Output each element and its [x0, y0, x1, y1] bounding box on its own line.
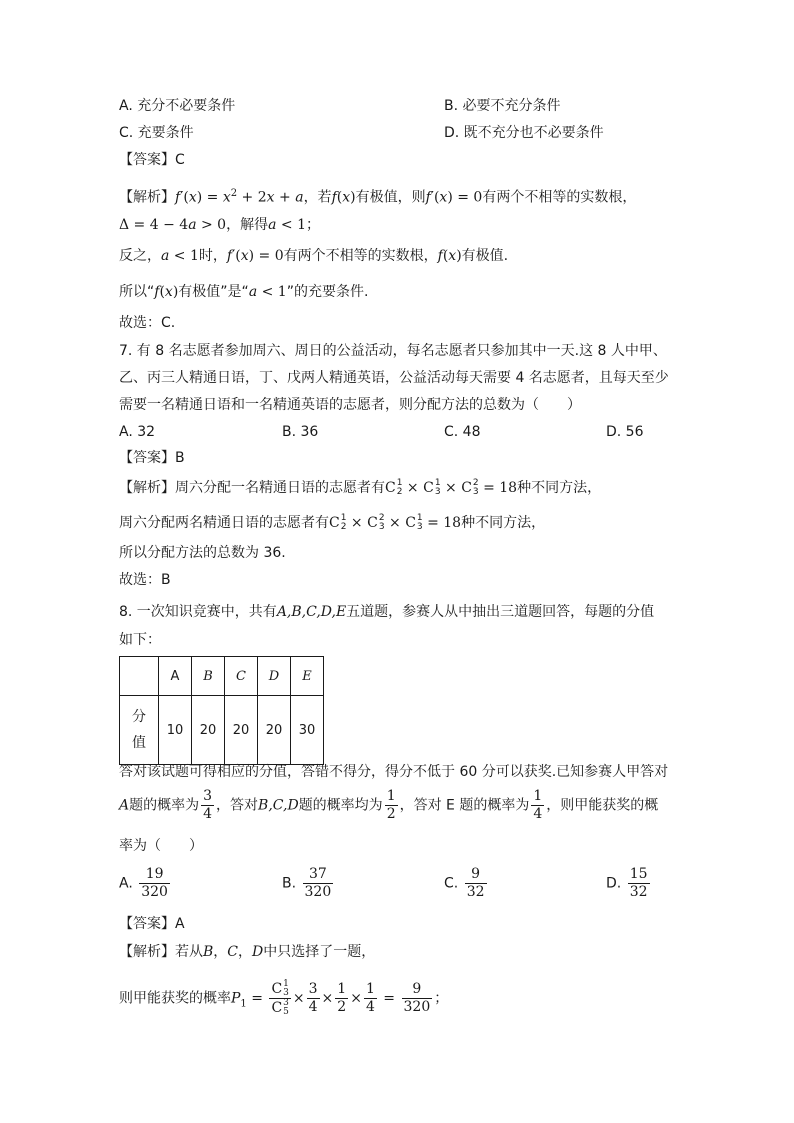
q6-conclusion: 故选：C. [119, 315, 176, 331]
table-cell: 20 [225, 696, 258, 765]
q8-analysis-line-1: 【解析】若从B，C，D中只选择了一题， [119, 944, 376, 960]
q8-answer: 【答案】A [119, 916, 185, 932]
fraction: $\frac{1}{4}$ [533, 788, 543, 822]
q6-option-b: B. 必要不充分条件 [444, 98, 561, 114]
q6-option-c: C. 充要条件 [119, 125, 194, 141]
fraction: $\frac{1}{4}$ [365, 981, 375, 1015]
table-cell: 10 [159, 696, 192, 765]
q8-stem-line-1: 8. 一次知识竞赛中，共有A,B,C,D,E五道题，参赛人从中抽出三道题回答，每题的分值 [119, 604, 655, 620]
q7-stem-line-3: 需要一名精通日语和一名精通英语的志愿者，则分配方法的总数为（ ） [119, 397, 581, 413]
fraction: $\frac{3}{4}$ [308, 981, 318, 1015]
fraction: $\frac{19}{320}$ [141, 866, 168, 900]
q6-option-d: D. 既不充分也不必要条件 [444, 125, 604, 141]
q8-analysis-line-2: 则甲能获奖的概率$P_1$ = C 1 3 C 3 5 × $\frac{3}{4}$ × $\frac{1}{2}$ × $\frac{1}{4}$ = $\frac{9}{320}$ ； [119, 979, 449, 1017]
table-header-row [120, 657, 324, 696]
q7-option-a: A. 32 [119, 424, 156, 440]
fraction: $\frac{15}{32}$ [629, 866, 648, 900]
fraction: $\frac{37}{320}$ [304, 866, 332, 900]
fraction: $\frac{9}{32}$ [466, 866, 485, 900]
q8-option-c: C. $\frac{9}{32}$ [444, 866, 485, 900]
table-cell: 20 [192, 696, 225, 765]
q6-answer: 【答案】C [119, 152, 185, 168]
q7-analysis-line-2: 周六分配两名精通日语的志愿者有C 1 2 × C 2 3 × C 1 3 = 18种不同方法， [119, 513, 546, 532]
q8-option-d: D. $\frac{15}{32}$ [606, 866, 648, 900]
table-cell: 30 [291, 696, 324, 765]
q8-after-line-2: A题的概率为 $\frac{3}{4}$ ，答对B,C,D题的概率均为 $\frac{1}{2}$ ，答对 E 题的概率为 $\frac{1}{4}$ ，则甲能获奖的概 [119, 788, 659, 822]
q7-answer: 【答案】B [119, 450, 185, 466]
q7-stem-line-1: 7. 有 8 名志愿者参加周六、周日的公益活动，每名志愿者只参加其中一天.这 8 人中甲、 [119, 343, 667, 359]
score-table [119, 656, 324, 765]
q7-analysis-line-1: 【解析】周六分配一名精通日语的志愿者有C 1 2 × C 1 3 × C 2 3 = 18种不同方法， [119, 478, 602, 497]
analysis-label: 【解析】 [119, 944, 175, 960]
fraction: $\frac{3}{4}$ [203, 788, 213, 822]
q8-after-line-1: 答对该试题可得相应的分值，答错不得分，得分不低于 60 分可以获奖.已知参赛人甲答对 [119, 764, 669, 780]
table-header-cell: D [258, 657, 291, 696]
q7-option-b: B. 36 [282, 424, 319, 440]
analysis-label: 【解析】 [119, 480, 175, 496]
analysis-label: 【解析】 [119, 189, 175, 206]
q8-stem-line-2: 如下： [119, 632, 161, 648]
q8-after-line-3: 率为（ ） [119, 838, 203, 854]
table-header-cell: A [159, 657, 192, 696]
q7-analysis-line-3: 所以分配方法的总数为 36. [119, 545, 286, 561]
table-row [120, 696, 324, 765]
table-header-cell [120, 657, 159, 696]
q7-option-d: D. 56 [606, 424, 644, 440]
q6-option-a: A. 充分不必要条件 [119, 98, 236, 114]
table-header-cell: C [225, 657, 258, 696]
q6-analysis-line-3: 反之，a < 1时，f′(x) = 0有两个不相等的实数根，f(x)有极值. [119, 248, 509, 264]
q8-option-a: A. $\frac{19}{320}$ [119, 866, 168, 900]
q7-option-c: C. 48 [444, 424, 481, 440]
q6-analysis-line-4: 所以“f(x)有极值”是“a < 1”的充要条件. [119, 284, 369, 300]
fraction: C 1 3 C 3 5 [271, 979, 289, 1017]
table-header-cell: E [291, 657, 324, 696]
q8-option-b: B. $\frac{37}{320}$ [282, 866, 332, 900]
table-header-cell: B [192, 657, 225, 696]
table-cell: 20 [258, 696, 291, 765]
fraction: $\frac{1}{2}$ [386, 788, 396, 822]
fraction: $\frac{9}{320}$ [403, 981, 431, 1015]
fraction: $\frac{1}{2}$ [337, 981, 347, 1015]
q7-stem-line-2: 乙、丙三人精通日语，丁、戊两人精通英语，公益活动每天需要 4 名志愿者，且每天至少 [119, 370, 669, 386]
q6-analysis-line-1: 【解析】$f'(x) = x^2 + 2x + a$，若f(x)有极值，则f′(x) = 0有两个不相等的实数根， [119, 188, 637, 206]
q6-analysis-line-2: Δ = 4 − 4a > 0，解得a < 1； [119, 217, 320, 233]
q7-conclusion: 故选：B [119, 572, 171, 588]
table-row-label: 分值 [120, 696, 159, 765]
